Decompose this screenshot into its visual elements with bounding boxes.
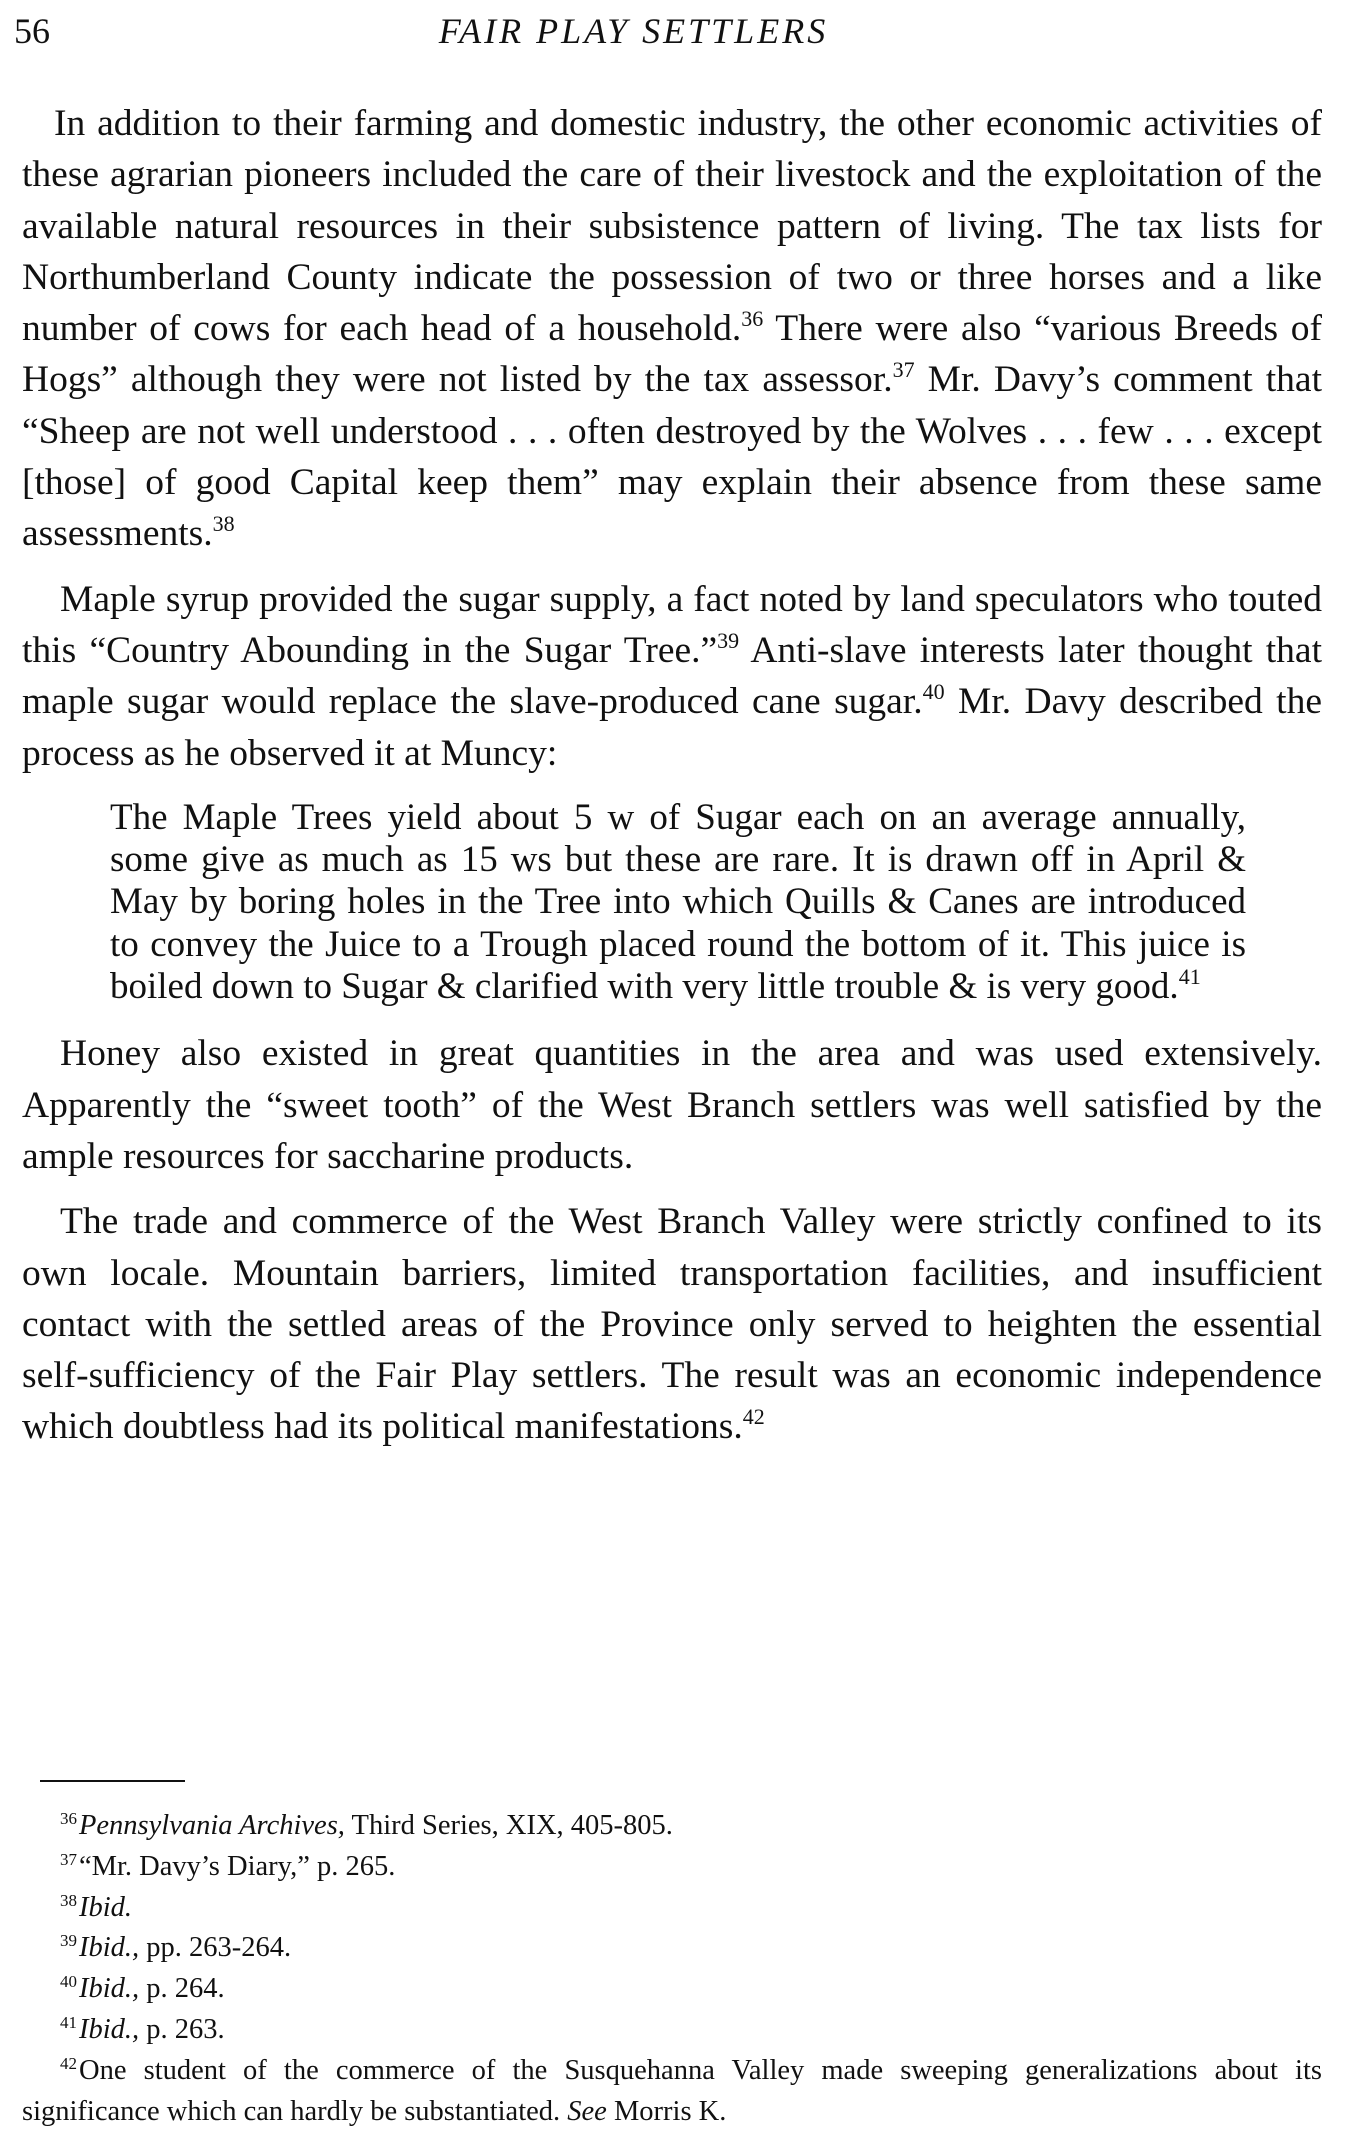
footnote-ref-36[interactable]: 36 xyxy=(741,306,764,332)
footnote-mark: 38 xyxy=(60,1890,77,1910)
footnote-37 xyxy=(22,1847,1322,1888)
paragraph-text: Anti-slave interests later thought that maple sugar would replace the slave-produced cane sugar. xyxy=(22,629,1322,723)
footnote-ref-40[interactable]: 40 xyxy=(922,679,945,705)
paragraph-text: Mr. Davy described the process as he observed it at Muncy: xyxy=(22,681,1322,774)
footnote-text: p. 263. xyxy=(139,2013,225,2045)
footnote-41 xyxy=(22,2010,1322,2051)
paragraph-trade-commerce xyxy=(22,1196,1322,1452)
footnote-italic: Ibid., xyxy=(79,1932,140,1964)
footnote-39 xyxy=(22,1928,1322,1969)
quote-text: The Maple Trees yield about 5 w of Sugar each on an average annually, some give as much as 15 ws but these are rare. It is drawn off in April & May by boring holes in the Tree into which Quills & Canes are introduced to convey the Juice to a Trough placed round the bottom of it. This juice is boiled down to Sugar & clarified with very little trouble & is very good. xyxy=(110,796,1246,1008)
footnote-ref-38[interactable]: 38 xyxy=(212,511,235,537)
footnote-mark: 36 xyxy=(60,1809,77,1828)
paragraph-text: In addition to their farming and domestic industry, the other economic activities of these agrarian pioneers included the care of their livestock and the exploitation of the available natural resources in their subsistence pattern of living. The tax lists for Northumberland County indicate the possession of two or three horses and a like number of cows for each head of a household. xyxy=(22,103,1322,350)
footnote-italic: Ibid. xyxy=(79,1891,133,1923)
body-text xyxy=(22,98,1322,1467)
footnote-mark: 37 xyxy=(60,1849,77,1869)
footnote-text: Morris K. xyxy=(606,2095,727,2127)
footnotes-section xyxy=(22,1806,1322,2132)
page-number: 56 xyxy=(14,11,50,51)
footnote-ref-39[interactable]: 39 xyxy=(717,627,740,653)
footnote-mark: 41 xyxy=(60,2012,77,2032)
paragraph-maple-syrup xyxy=(22,574,1322,779)
footnote-text: p. 264. xyxy=(139,1973,225,2005)
footnote-36 xyxy=(22,1806,1322,1847)
footnote-text: Third Series, XIX, 405-805. xyxy=(344,1810,673,1841)
footnote-mark: 39 xyxy=(60,1931,77,1951)
paragraph-text: There were also “various Breeds of Hogs” although they were not listed by the tax assessor. xyxy=(22,308,1323,401)
footnote-text: “Mr. Davy’s Diary,” p. 265. xyxy=(79,1850,396,1882)
footnote-mark: 40 xyxy=(60,1972,77,1992)
paragraph-honey xyxy=(22,1028,1322,1182)
footnote-40 xyxy=(22,1969,1322,2010)
footnote-42 xyxy=(22,2051,1322,2133)
footnote-italic: Ibid., xyxy=(79,1973,140,2005)
footnote-ref-42[interactable]: 42 xyxy=(742,1404,765,1430)
footnote-text: One student of the commerce of the Susquehanna Valley made sweeping generalizations about its significance which can hardly be substantiated. xyxy=(22,2054,1322,2127)
footnote-text: pp. 263-264. xyxy=(139,1932,292,1964)
running-title: FAIR PLAY SETTLERS xyxy=(438,11,829,51)
footnote-italic: Ibid., xyxy=(79,2013,140,2045)
footnote-mark: 42 xyxy=(60,2053,77,2073)
paragraph-text: Honey also existed in great quantities in the area and was used extensively. Apparently the “sweet tooth” of the West Branch settlers was well satisfied by the ample resources for saccharine products. xyxy=(22,1033,1322,1177)
paragraph-text: Maple syrup provided the sugar supply, a fact noted by land speculators who touted this “Country Abounding in the Sugar Tree.” xyxy=(22,578,1322,671)
footnote-italic: See xyxy=(567,2095,607,2127)
page-header xyxy=(0,8,1347,58)
block-quote-maple-trees xyxy=(110,797,1246,1008)
footnote-italic: Pennsylvania Archives, xyxy=(79,1810,345,1841)
footnote-38 xyxy=(22,1888,1322,1929)
footnote-ref-37[interactable]: 37 xyxy=(892,357,915,383)
paragraph-text: Mr. Davy’s comment that “Sheep are not well understood . . . often destroyed by the Wolves . . . few . . . except [those] of good Capital keep them” may explain their absence from these same assessments. xyxy=(22,359,1322,555)
footnote-ref-41[interactable]: 41 xyxy=(1178,964,1201,990)
footnote-divider xyxy=(40,1780,185,1782)
paragraph-livestock xyxy=(22,98,1322,560)
paragraph-text: The trade and commerce of the West Branch Valley were strictly confined to its own locale. Mountain barriers, limited transportation facilities, and insufficient contact with the settled areas of the Province only served to heighten the essential self-sufficiency of the Fair Play settlers. The result was an economic independence which doubtless had its political manifestations. xyxy=(22,1201,1322,1448)
